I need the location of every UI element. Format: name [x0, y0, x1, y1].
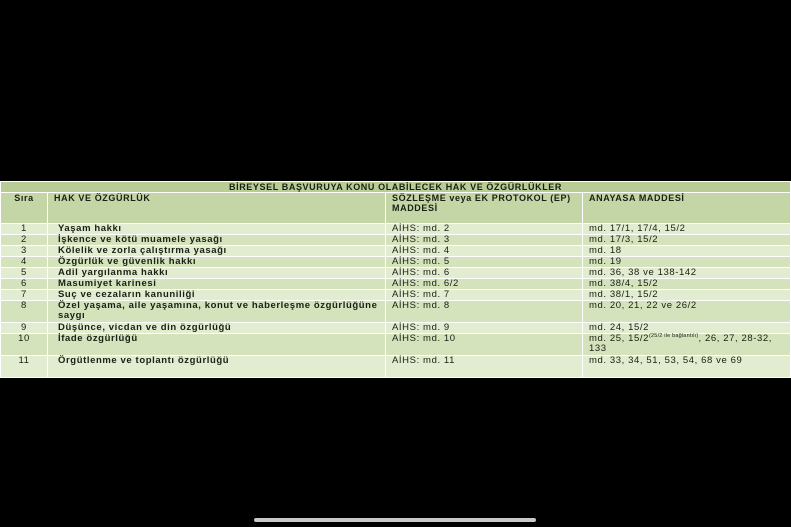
- row-sozlesme: AİHS: md. 2: [386, 224, 583, 235]
- row-sozlesme: AİHS: md. 10: [386, 334, 583, 356]
- row-hak: Suç ve cezaların kanuniliği: [48, 290, 386, 301]
- row-no: 10: [1, 334, 48, 356]
- row-no: 2: [1, 235, 48, 246]
- row-hak: İşkence ve kötü muamele yasağı: [48, 235, 386, 246]
- row-no: 6: [1, 279, 48, 290]
- header-sozlesme: [386, 193, 583, 224]
- row-sozlesme: AİHS: md. 7: [386, 290, 583, 301]
- row-anayasa: [583, 356, 791, 378]
- row-anayasa: md. 17/3, 15/2: [583, 235, 791, 246]
- table-title: BİREYSEL BAŞVURUYA KONU OLABİLECEK HAK VE ÖZGÜRLÜKLER: [1, 182, 791, 193]
- row-sozlesme: AİHS: md. 9: [386, 323, 583, 334]
- header-hak: HAK VE ÖZGÜRLÜK: [48, 193, 386, 224]
- rights-table: [0, 181, 791, 378]
- row-no: 7: [1, 290, 48, 301]
- row-sozlesme: AİHS: md. 5: [386, 257, 583, 268]
- row-anayasa-main: md. 25, 15/2: [589, 333, 650, 344]
- row-no: 1: [1, 224, 48, 235]
- document-image: [0, 181, 790, 366]
- row-anayasa: md. 38/1, 15/2: [583, 290, 791, 301]
- row-sozlesme: AİHS: md. 8: [386, 301, 583, 323]
- row-no: 4: [1, 257, 48, 268]
- header-sozlesme-text: SÖZLEŞME veya EK PROTOKOL (EP) MADDESİ: [392, 193, 571, 213]
- row-hak: Kölelik ve zorla çalıştırma yasağı: [48, 246, 386, 257]
- table-row: [1, 301, 791, 323]
- table-title-row: [1, 182, 791, 193]
- row-hak: Düşünce, vicdan ve din özgürlüğü: [48, 323, 386, 334]
- row-no: 11: [1, 356, 48, 378]
- row-hak: Özgürlük ve güvenlik hakkı: [48, 257, 386, 268]
- row-hak: [48, 301, 386, 323]
- row-anayasa: md. 20, 21, 22 ve 26/2: [583, 301, 791, 323]
- table-row: [1, 279, 791, 290]
- table-row: [1, 356, 791, 378]
- row-hak-text: Özel yaşama, aile yaşamına, konut ve haberleşme özgürlüğüne saygı: [58, 300, 378, 321]
- row-anayasa: md. 17/1, 17/4, 15/2: [583, 224, 791, 235]
- row-anayasa-text: [589, 334, 784, 354]
- row-anayasa: md. 19: [583, 257, 791, 268]
- table-row: [1, 334, 791, 356]
- row-sozlesme: AİHS: md. 6: [386, 268, 583, 279]
- row-hak: Örgütlenme ve toplantı özgürlüğü: [48, 356, 386, 378]
- table-row: [1, 246, 791, 257]
- row-no: 3: [1, 246, 48, 257]
- row-anayasa-text: md. 33, 34, 51, 53, 54, 68 ve 69: [589, 355, 743, 366]
- row-no: 8: [1, 301, 48, 323]
- row-hak: Yaşam hakkı: [48, 224, 386, 235]
- row-anayasa-rest: , 26, 27, 28-32, 133: [589, 333, 772, 354]
- table-row: [1, 235, 791, 246]
- row-anayasa: md. 38/4, 15/2: [583, 279, 791, 290]
- header-sira: Sıra: [1, 193, 48, 224]
- row-sozlesme: AİHS: md. 4: [386, 246, 583, 257]
- row-sozlesme: AİHS: md. 11: [386, 356, 583, 378]
- row-anayasa-footnote: (25/2 ile bağlantılı): [649, 332, 699, 339]
- row-anayasa: md. 24, 15/2: [583, 323, 791, 334]
- row-anayasa: md. 36, 38 ve 138-142: [583, 268, 791, 279]
- row-sozlesme: AİHS: md. 6/2: [386, 279, 583, 290]
- table-row: [1, 290, 791, 301]
- row-sozlesme: AİHS: md. 3: [386, 235, 583, 246]
- table-row: [1, 224, 791, 235]
- row-hak: Masumiyet karinesi: [48, 279, 386, 290]
- table-row: [1, 323, 791, 334]
- row-hak: Adil yargılanma hakkı: [48, 268, 386, 279]
- row-no: 5: [1, 268, 48, 279]
- row-anayasa: [583, 334, 791, 356]
- row-no: 9: [1, 323, 48, 334]
- table-row: [1, 257, 791, 268]
- table-header-row: [1, 193, 791, 224]
- home-indicator[interactable]: [254, 518, 536, 522]
- row-hak: İfade özgürlüğü: [48, 334, 386, 356]
- row-anayasa: md. 18: [583, 246, 791, 257]
- header-anayasa: ANAYASA MADDESİ: [583, 193, 791, 224]
- table-row: [1, 268, 791, 279]
